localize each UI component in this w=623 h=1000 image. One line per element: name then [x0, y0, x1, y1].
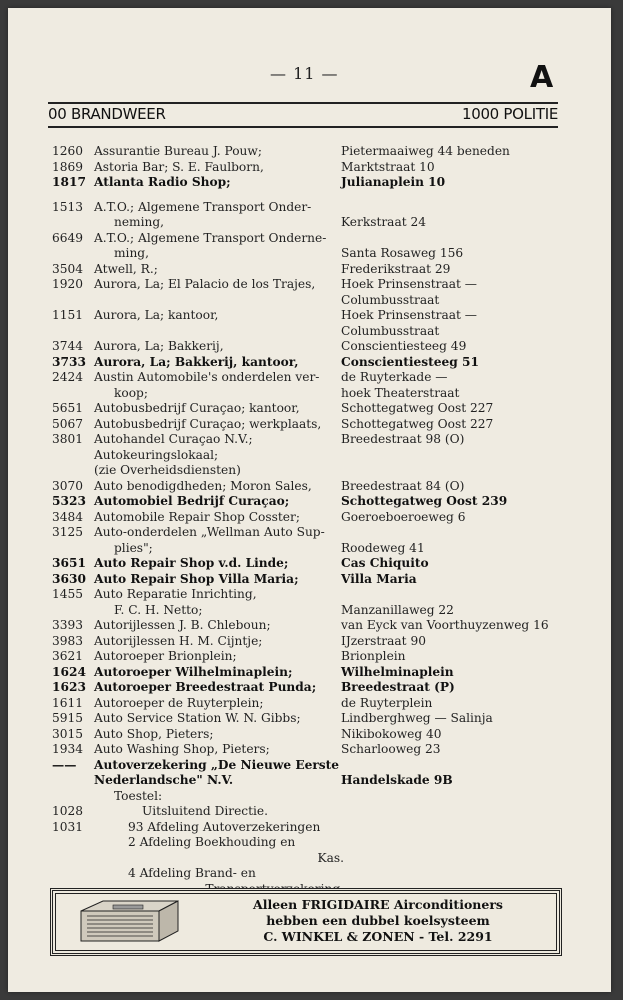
entry-name: Automobile Repair Shop Cosster;: [94, 509, 300, 524]
entry-row: [8, 401, 611, 417]
entry-name: [94, 324, 344, 340]
entry-row: [8, 417, 611, 433]
entry-row: [8, 432, 611, 448]
ad-line-1: Alleen FRIGIDAIRE Airconditioners: [253, 897, 503, 912]
entry-address: Columbusstraat: [341, 323, 440, 338]
entry-phone-number: 1455: [52, 587, 84, 601]
entry-row: [8, 820, 611, 836]
entry-phone-number: 1513: [52, 199, 84, 214]
entry-address: Roodeweg 41: [341, 540, 425, 555]
entry-name: Autoroeper Brionplein;: [94, 649, 237, 663]
header-left-range: 00 BRANDWEER: [48, 105, 166, 123]
entry-phone-number: 3504: [52, 261, 84, 276]
entry-address: Hoek Prinsenstraat —: [341, 277, 477, 291]
entry-address: Schottegatweg Oost 227: [341, 416, 494, 431]
entry-address: IJzerstraat 90: [341, 633, 426, 648]
entry-phone-number: 1028: [52, 804, 84, 818]
frigidaire-advertisement: [50, 888, 562, 956]
ad-text: [203, 897, 553, 945]
running-header: [48, 102, 558, 128]
entry-name: Auto Repair Shop v.d. Linde;: [94, 556, 289, 570]
entry-name: 4 Afdeling Brand- en: [128, 866, 256, 880]
entry-phone-number: 3125: [52, 525, 84, 539]
entry-phone-number: 1817: [52, 175, 86, 189]
entry-name: F. C. H. Netto;: [114, 602, 203, 617]
header-right-range: 1000 POLITIE: [461, 105, 558, 123]
entry-address: Brionplein: [341, 649, 406, 663]
entry-phone-number: 5651: [52, 401, 84, 415]
entry-row: [8, 758, 611, 774]
entry-phone-number: ——: [52, 757, 77, 772]
entry-row: [8, 510, 611, 526]
page-number: — 11 —: [270, 64, 339, 83]
entry-phone-number: 3651: [52, 556, 86, 570]
entry-name: Auto benodigdheden; Moron Sales,: [94, 478, 312, 493]
entry-name: Autoroeper Breedestraat Punda;: [94, 680, 317, 694]
entry-phone-number: 3630: [52, 571, 86, 586]
entry-row: [8, 262, 611, 278]
entry-name: A.T.O.; Algemene Transport Onder-: [94, 199, 312, 214]
entry-address: Goeroeboeroeweg 6: [341, 509, 466, 524]
entry-row: [8, 696, 611, 712]
entry-name: Nederlandsche" N.V.: [94, 773, 234, 787]
entry-name: Assurantie Bureau J. Pouw;: [94, 144, 262, 158]
entry-name: 2 Afdeling Boekhouding en: [128, 835, 296, 849]
entry-row: [8, 463, 611, 479]
entry-address: Scharlooweg 23: [341, 742, 441, 756]
entry-row: [8, 494, 611, 510]
entry-name: Auto Washing Shop, Pieters;: [94, 742, 270, 756]
entry-phone-number: 3015: [52, 726, 84, 741]
entry-phone-number: 3621: [52, 649, 84, 663]
entry-row: [8, 246, 611, 262]
entry-row: [8, 215, 611, 231]
entry-row: [8, 804, 611, 820]
entry-row: [8, 742, 611, 758]
entry-row: [8, 200, 611, 216]
entry-name: Uitsluitend Directie.: [142, 804, 269, 818]
entry-row: [8, 711, 611, 727]
entry-row: [8, 160, 611, 176]
entry-row: [8, 231, 611, 247]
entry-address: Breedestraat 98 (O): [341, 432, 465, 446]
entry-phone-number: 5067: [52, 416, 84, 431]
entry-row: [8, 370, 611, 386]
entry-address: Schottegatweg Oost 239: [341, 494, 508, 508]
entry-address: Marktstraat 10: [341, 159, 435, 174]
entry-address: de Ruyterplein: [341, 695, 433, 710]
entry-address: Wilhelminaplein: [341, 664, 454, 679]
entry-address: Kerkstraat 24: [341, 215, 426, 229]
entry-row: [8, 680, 611, 696]
entry-name: plies";: [114, 540, 153, 555]
entry-phone-number: 5323: [52, 494, 86, 508]
entry-name: Autorijlessen H. M. Cijntje;: [94, 633, 263, 648]
entry-address: Nikibokoweg 40: [341, 726, 442, 741]
entry-name: Aurora, La; kantoor,: [94, 308, 219, 322]
entry-phone-number: 3801: [52, 432, 84, 446]
entry-row: [8, 587, 611, 603]
entry-row: [8, 665, 611, 681]
entry-phone-number: 3393: [52, 618, 84, 632]
entry-row: [8, 339, 611, 355]
entry-name: Toestel:: [114, 788, 163, 803]
entry-phone-number: 3484: [52, 509, 84, 524]
entry-row: [8, 835, 611, 851]
entry-name: Automobiel Bedrijf Curaçao;: [94, 494, 290, 508]
entry-name: Auto Repair Shop Villa Maria;: [94, 571, 299, 586]
entry-name: ming,: [114, 246, 149, 260]
entry-address: van Eyck van Voorthuyzenweg 16: [341, 618, 549, 632]
entry-name: Autokeuringslokaal;: [94, 447, 219, 462]
entry-phone-number: 1611: [52, 695, 84, 710]
entry-name: Autorijlessen J. B. Chleboun;: [94, 618, 271, 632]
entry-address: Manzanillaweg 22: [341, 602, 454, 617]
entry-row: [8, 293, 611, 309]
entry-phone-number: 2424: [52, 370, 84, 384]
entry-phone-number: 1623: [52, 680, 86, 694]
entry-row: [8, 572, 611, 588]
entry-row: [8, 634, 611, 650]
entry-name: Auto-onderdelen „Wellman Auto Sup-: [94, 525, 325, 539]
entry-phone-number: 6649: [52, 230, 84, 245]
entry-address: Frederikstraat 29: [341, 261, 451, 276]
entry-address: Handelskade 9B: [341, 773, 453, 787]
ad-line-3: C. WINKEL & ZONEN - Tel. 2291: [263, 929, 493, 944]
entry-name: Austin Automobile's onderdelen ver-: [94, 370, 320, 384]
entry-address: Pietermaaiweg 44 beneden: [341, 144, 510, 158]
entry-phone-number: 1920: [52, 277, 84, 291]
entry-row: [8, 277, 611, 293]
entry-name: [94, 293, 344, 309]
entry-name: Kas.: [317, 850, 344, 865]
entry-address: hoek Theaterstraat: [341, 385, 460, 400]
entry-name: A.T.O.; Algemene Transport Onderne-: [94, 230, 327, 245]
entries-list: [8, 144, 611, 897]
entry-row: [8, 324, 611, 340]
entry-phone-number: 1624: [52, 664, 86, 679]
entry-spacer: [8, 191, 611, 200]
entry-row: [8, 649, 611, 665]
entry-name: Auto Service Station W. N. Gibbs;: [94, 711, 301, 725]
entry-row: [8, 851, 611, 867]
entry-name: Atwell, R.;: [94, 261, 158, 276]
entry-row: [8, 603, 611, 619]
entry-row: [8, 789, 611, 805]
entry-row: [8, 541, 611, 557]
airconditioner-illustration-icon: [73, 897, 188, 945]
entry-name: (zie Overheidsdiensten): [94, 463, 241, 477]
entry-address: Cas Chiquito: [341, 556, 429, 570]
entry-name: Aurora, La; El Palacio de los Trajes,: [94, 277, 316, 291]
entry-row: [8, 175, 611, 191]
entry-name: Auto Reparatie Inrichting,: [94, 587, 257, 601]
entry-name: Autohandel Curaçao N.V.;: [94, 432, 253, 446]
entry-phone-number: 3983: [52, 633, 84, 648]
section-letter: A: [530, 60, 554, 95]
entry-name: Autobusbedrijf Curaçao; werkplaats,: [94, 416, 322, 431]
entry-phone-number: 3733: [52, 354, 86, 369]
entry-name: Autoverzekering „De Nieuwe Eerste: [94, 757, 340, 772]
entry-row: [8, 727, 611, 743]
entry-row: [8, 448, 611, 464]
entry-name: Atlanta Radio Shop;: [94, 175, 231, 189]
directory-page: [8, 8, 611, 992]
entry-phone-number: 1869: [52, 159, 84, 174]
entry-address: Hoek Prinsenstraat —: [341, 308, 477, 322]
entry-row: [8, 144, 611, 160]
ad-line-2: hebben een dubbel koelsysteem: [266, 913, 490, 928]
entry-phone-number: 1260: [52, 144, 84, 158]
entry-name: 93 Afdeling Autoverzekeringen: [128, 819, 321, 834]
entry-name: Autoroeper de Ruyterplein;: [94, 695, 264, 710]
entry-name: Aurora, La; Bakkerij, kantoor,: [94, 354, 299, 369]
entry-row: [8, 618, 611, 634]
entry-phone-number: 1934: [52, 742, 84, 756]
entry-name: koop;: [114, 385, 148, 400]
entry-row: [8, 355, 611, 371]
entry-name: Aurora, La; Bakkerij,: [94, 339, 224, 353]
entry-row: [8, 866, 611, 882]
entry-row: [8, 773, 611, 789]
entry-address: Breedestraat 84 (O): [341, 478, 465, 493]
entry-address: Lindberghweg — Salinja: [341, 711, 493, 725]
entry-row: [8, 308, 611, 324]
entry-address: Columbusstraat: [341, 292, 440, 307]
entry-address: Conscientiesteeg 49: [341, 339, 467, 353]
entry-name: Autobusbedrijf Curaçao; kantoor,: [94, 401, 300, 415]
entry-phone-number: 5915: [52, 711, 84, 725]
entry-address: Santa Rosaweg 156: [341, 246, 464, 260]
entry-address: Julianaplein 10: [341, 175, 446, 189]
entry-address: de Ruyterkade —: [341, 370, 448, 384]
entry-row: [8, 556, 611, 572]
entry-address: Conscientiesteeg 51: [341, 354, 479, 369]
entry-phone-number: 3070: [52, 478, 84, 493]
entry-address: Schottegatweg Oost 227: [341, 401, 494, 415]
entry-phone-number: 1151: [52, 308, 84, 322]
entry-phone-number: 1031: [52, 819, 84, 834]
entry-row: [8, 525, 611, 541]
entry-name: Autoroeper Wilhelminaplein;: [94, 664, 293, 679]
entry-name: neming,: [114, 215, 165, 229]
entry-name: Astoria Bar; S. E. Faulborn,: [94, 159, 264, 174]
entry-phone-number: 3744: [52, 339, 84, 353]
entry-row: [8, 479, 611, 495]
entry-row: [8, 386, 611, 402]
entry-address: Breedestraat (P): [341, 680, 455, 694]
entry-name: Auto Shop, Pieters;: [94, 726, 214, 741]
entry-address: Villa Maria: [341, 571, 417, 586]
